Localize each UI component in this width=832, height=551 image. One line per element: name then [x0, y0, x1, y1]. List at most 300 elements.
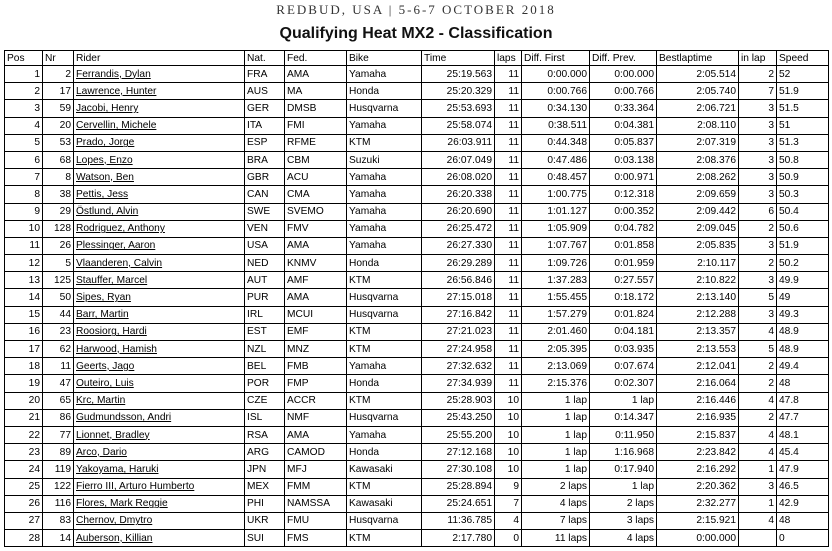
cell-laps: 11 [495, 186, 522, 203]
cell-diff-first: 11 laps [522, 530, 590, 547]
rider-link[interactable]: Pettis, Jess [76, 188, 129, 200]
rider-link[interactable]: Fierro III, Arturo Humberto [76, 481, 195, 493]
cell-pos: 15 [5, 306, 43, 323]
cell-laps: 9 [495, 478, 522, 495]
cell-diff-prev: 0:00.971 [590, 169, 657, 186]
cell-diff-prev: 0:00.000 [590, 66, 657, 83]
rider-link[interactable]: Harwood, Hamish [76, 343, 157, 355]
cell-speed: 49.3 [777, 306, 829, 323]
cell-bestlaptime: 2:08.376 [657, 151, 739, 168]
cell-rider [74, 495, 245, 512]
rider-link[interactable]: Watson, Ben [76, 171, 134, 183]
cell-speed: 51.9 [777, 237, 829, 254]
cell-diff-prev: 1 lap [590, 392, 657, 409]
cell-time: 2:17.780 [422, 530, 495, 547]
cell-rider [74, 306, 245, 323]
cell-bestlaptime: 0:00.000 [657, 530, 739, 547]
table-row [5, 66, 829, 83]
cell-laps: 11 [495, 100, 522, 117]
cell-diff-first: 0:48.457 [522, 169, 590, 186]
cell-fed: SVEMO [285, 203, 347, 220]
cell-speed: 50.3 [777, 186, 829, 203]
rider-link[interactable]: Lionnet, Bradley [76, 429, 150, 441]
rider-link[interactable]: Yakoyama, Haruki [76, 463, 159, 475]
cell-fed: FMI [285, 117, 347, 134]
cell-fed: AMA [285, 426, 347, 443]
cell-nr: 50 [43, 289, 74, 306]
cell-time: 27:16.842 [422, 306, 495, 323]
cell-time: 11:36.785 [422, 512, 495, 529]
table-body [5, 66, 829, 547]
cell-bestlaptime: 2:07.319 [657, 134, 739, 151]
cell-in-lap: 3 [739, 237, 777, 254]
cell-rider [74, 341, 245, 358]
cell-time: 26:27.330 [422, 237, 495, 254]
cell-time: 27:30.108 [422, 461, 495, 478]
cell-nr: 122 [43, 478, 74, 495]
results-table [4, 50, 829, 547]
cell-nr: 38 [43, 186, 74, 203]
cell-laps: 11 [495, 117, 522, 134]
table-row [5, 495, 829, 512]
cell-diff-prev: 0:00.766 [590, 83, 657, 100]
cell-diff-prev: 0:02.307 [590, 375, 657, 392]
cell-rider [74, 255, 245, 272]
cell-rider [74, 426, 245, 443]
cell-bike: Husqvarna [347, 100, 422, 117]
cell-laps: 11 [495, 203, 522, 220]
cell-bike: Yamaha [347, 66, 422, 83]
cell-diff-prev: 0:03.935 [590, 341, 657, 358]
cell-time: 25:55.200 [422, 426, 495, 443]
cell-in-lap: 1 [739, 495, 777, 512]
cell-pos: 25 [5, 478, 43, 495]
table-row [5, 358, 829, 375]
cell-diff-first: 1:09.726 [522, 255, 590, 272]
cell-rider [74, 83, 245, 100]
table-row [5, 203, 829, 220]
cell-rider [74, 203, 245, 220]
cell-diff-first: 1:57.279 [522, 306, 590, 323]
cell-nat: EST [245, 323, 285, 340]
cell-in-lap: 3 [739, 100, 777, 117]
cell-nr: 59 [43, 100, 74, 117]
cell-bestlaptime: 2:16.292 [657, 461, 739, 478]
cell-rider [74, 117, 245, 134]
cell-diff-first: 0:34.130 [522, 100, 590, 117]
cell-bestlaptime: 2:16.935 [657, 409, 739, 426]
cell-laps: 11 [495, 358, 522, 375]
cell-bike: Husqvarna [347, 306, 422, 323]
cell-bike: Husqvarna [347, 512, 422, 529]
cell-in-lap: 5 [739, 341, 777, 358]
table-row [5, 444, 829, 461]
cell-bestlaptime: 2:13.140 [657, 289, 739, 306]
cell-bestlaptime: 2:08.262 [657, 169, 739, 186]
cell-diff-prev: 0:01.824 [590, 306, 657, 323]
cell-fed: AMF [285, 272, 347, 289]
cell-nr: 128 [43, 220, 74, 237]
cell-bike: Yamaha [347, 358, 422, 375]
rider-link[interactable]: Cervellin, Michele [76, 120, 157, 132]
cell-pos: 3 [5, 100, 43, 117]
cell-speed: 49.9 [777, 272, 829, 289]
rider-link[interactable]: Östlund, Alvin [76, 206, 139, 218]
cell-speed: 46.5 [777, 478, 829, 495]
cell-speed: 51.3 [777, 134, 829, 151]
cell-pos: 17 [5, 341, 43, 358]
rider-link[interactable]: Auberson, Killian [76, 532, 153, 544]
cell-bestlaptime: 2:13.357 [657, 323, 739, 340]
rider-link[interactable]: Prado, Jorge [76, 137, 135, 149]
cell-nr: 5 [43, 255, 74, 272]
cell-nat: BEL [245, 358, 285, 375]
cell-nr: 125 [43, 272, 74, 289]
cell-rider [74, 478, 245, 495]
cell-rider [74, 461, 245, 478]
cell-bike: KTM [347, 392, 422, 409]
cell-fed: EMF [285, 323, 347, 340]
table-row [5, 100, 829, 117]
column-header-nr: Nr [43, 51, 74, 66]
cell-in-lap: 2 [739, 220, 777, 237]
cell-nr: 62 [43, 341, 74, 358]
column-header-nat: Nat. [245, 51, 285, 66]
cell-bestlaptime: 2:09.045 [657, 220, 739, 237]
table-row [5, 512, 829, 529]
cell-time: 25:28.894 [422, 478, 495, 495]
cell-in-lap: 3 [739, 134, 777, 151]
cell-laps: 11 [495, 220, 522, 237]
cell-diff-first: 2:15.376 [522, 375, 590, 392]
rider-link[interactable]: Krc, Martin [76, 395, 126, 407]
cell-speed: 50.8 [777, 151, 829, 168]
cell-speed: 50.2 [777, 255, 829, 272]
cell-in-lap: 2 [739, 66, 777, 83]
table-row [5, 341, 829, 358]
cell-nat: ARG [245, 444, 285, 461]
cell-in-lap: 2 [739, 375, 777, 392]
cell-diff-first: 7 laps [522, 512, 590, 529]
cell-diff-prev: 0:07.674 [590, 358, 657, 375]
rider-link[interactable]: Lopes, Enzo [76, 154, 133, 166]
cell-time: 27:15.018 [422, 289, 495, 306]
cell-bike: Honda [347, 255, 422, 272]
cell-laps: 7 [495, 495, 522, 512]
cell-bike: Yamaha [347, 220, 422, 237]
cell-bike: KTM [347, 478, 422, 495]
cell-rider [74, 186, 245, 203]
table-row [5, 306, 829, 323]
cell-time: 26:29.289 [422, 255, 495, 272]
cell-nr: 11 [43, 358, 74, 375]
cell-bestlaptime: 2:10.822 [657, 272, 739, 289]
cell-diff-prev: 0:05.837 [590, 134, 657, 151]
table-row [5, 83, 829, 100]
cell-diff-prev: 3 laps [590, 512, 657, 529]
cell-diff-prev: 0:18.172 [590, 289, 657, 306]
cell-laps: 10 [495, 444, 522, 461]
cell-laps: 11 [495, 134, 522, 151]
cell-pos: 26 [5, 495, 43, 512]
cell-fed: NMF [285, 409, 347, 426]
table-row [5, 289, 829, 306]
cell-nr: 83 [43, 512, 74, 529]
rider-link[interactable]: Geerts, Jago [76, 360, 135, 372]
cell-pos: 5 [5, 134, 43, 151]
cell-diff-first: 4 laps [522, 495, 590, 512]
cell-nr: 26 [43, 237, 74, 254]
cell-fed: CBM [285, 151, 347, 168]
cell-diff-first: 1:07.767 [522, 237, 590, 254]
cell-in-lap [739, 530, 777, 547]
cell-diff-first: 0:00.000 [522, 66, 590, 83]
cell-fed: RFME [285, 134, 347, 151]
cell-nat: PHI [245, 495, 285, 512]
cell-diff-prev: 0:00.352 [590, 203, 657, 220]
cell-time: 26:20.338 [422, 186, 495, 203]
cell-in-lap: 4 [739, 512, 777, 529]
cell-diff-prev: 0:33.364 [590, 100, 657, 117]
cell-pos: 4 [5, 117, 43, 134]
cell-nr: 77 [43, 426, 74, 443]
cell-pos: 24 [5, 461, 43, 478]
cell-nr: 8 [43, 169, 74, 186]
cell-rider [74, 409, 245, 426]
cell-time: 25:28.903 [422, 392, 495, 409]
cell-laps: 11 [495, 255, 522, 272]
cell-rider [74, 512, 245, 529]
cell-pos: 28 [5, 530, 43, 547]
cell-speed: 49.4 [777, 358, 829, 375]
cell-rider [74, 323, 245, 340]
cell-nat: UKR [245, 512, 285, 529]
cell-nr: 29 [43, 203, 74, 220]
cell-pos: 1 [5, 66, 43, 83]
cell-diff-prev: 0:17.940 [590, 461, 657, 478]
rider-link[interactable]: Lawrence, Hunter [76, 85, 157, 97]
cell-fed: AMA [285, 237, 347, 254]
cell-nat: SUI [245, 530, 285, 547]
cell-fed: FMV [285, 220, 347, 237]
cell-diff-first: 1:55.455 [522, 289, 590, 306]
cell-diff-first: 1:05.909 [522, 220, 590, 237]
cell-diff-first: 2:05.395 [522, 341, 590, 358]
cell-speed: 45.4 [777, 444, 829, 461]
rider-link[interactable]: Rodriguez, Anthony [76, 223, 165, 235]
cell-time: 25:43.250 [422, 409, 495, 426]
table-row [5, 392, 829, 409]
cell-pos: 12 [5, 255, 43, 272]
cell-laps: 11 [495, 237, 522, 254]
cell-in-lap: 6 [739, 203, 777, 220]
cell-bike: Honda [347, 444, 422, 461]
cell-diff-first: 0:38.511 [522, 117, 590, 134]
cell-laps: 10 [495, 392, 522, 409]
cell-laps: 11 [495, 323, 522, 340]
cell-bestlaptime: 2:05.835 [657, 237, 739, 254]
cell-time: 26:56.846 [422, 272, 495, 289]
table-row [5, 530, 829, 547]
cell-speed: 49 [777, 289, 829, 306]
cell-bestlaptime: 2:13.553 [657, 341, 739, 358]
cell-speed: 47.9 [777, 461, 829, 478]
cell-speed: 51 [777, 117, 829, 134]
rider-link[interactable]: Stauffer, Marcel [76, 274, 148, 286]
cell-speed: 50.9 [777, 169, 829, 186]
cell-in-lap: 4 [739, 323, 777, 340]
cell-in-lap: 4 [739, 444, 777, 461]
table-header-row [5, 51, 829, 66]
cell-speed: 47.7 [777, 409, 829, 426]
cell-diff-first: 2:13.069 [522, 358, 590, 375]
column-header-in-lap: in lap [739, 51, 777, 66]
cell-bestlaptime: 2:16.064 [657, 375, 739, 392]
cell-rider [74, 100, 245, 117]
cell-bestlaptime: 2:09.659 [657, 186, 739, 203]
cell-nr: 47 [43, 375, 74, 392]
cell-rider [74, 169, 245, 186]
cell-fed: ACU [285, 169, 347, 186]
cell-nr: 68 [43, 151, 74, 168]
cell-laps: 4 [495, 512, 522, 529]
rider-link[interactable]: Roosiorg, Hardi [76, 326, 147, 338]
cell-bestlaptime: 2:05.514 [657, 66, 739, 83]
cell-pos: 13 [5, 272, 43, 289]
cell-fed: MCUI [285, 306, 347, 323]
cell-diff-first: 0:00.766 [522, 83, 590, 100]
table-row [5, 220, 829, 237]
cell-time: 25:58.074 [422, 117, 495, 134]
cell-nat: NZL [245, 341, 285, 358]
cell-diff-prev: 0:12.318 [590, 186, 657, 203]
cell-nr: 119 [43, 461, 74, 478]
cell-nr: 116 [43, 495, 74, 512]
cell-speed: 50.6 [777, 220, 829, 237]
cell-pos: 19 [5, 375, 43, 392]
cell-bike: Honda [347, 83, 422, 100]
cell-laps: 11 [495, 272, 522, 289]
cell-nat: MEX [245, 478, 285, 495]
table-row [5, 255, 829, 272]
cell-bestlaptime: 2:23.842 [657, 444, 739, 461]
cell-nat: PUR [245, 289, 285, 306]
table-row [5, 169, 829, 186]
cell-fed: AMA [285, 66, 347, 83]
rider-link[interactable]: Arco, Dario [76, 446, 127, 458]
cell-nat: ISL [245, 409, 285, 426]
cell-nat: IRL [245, 306, 285, 323]
cell-time: 26:03.911 [422, 134, 495, 151]
table-row [5, 134, 829, 151]
cell-nat: GER [245, 100, 285, 117]
column-header-speed: Speed [777, 51, 829, 66]
cell-diff-prev: 0:11.950 [590, 426, 657, 443]
cell-pos: 23 [5, 444, 43, 461]
cell-pos: 8 [5, 186, 43, 203]
cell-time: 26:07.049 [422, 151, 495, 168]
cell-time: 27:24.958 [422, 341, 495, 358]
table-row [5, 186, 829, 203]
cell-bike: Kawasaki [347, 495, 422, 512]
cell-laps: 10 [495, 426, 522, 443]
cell-bike: KTM [347, 134, 422, 151]
rider-link[interactable]: Barr, Martin [76, 309, 129, 321]
rider-link[interactable]: Plessinger, Aaron [76, 240, 156, 252]
cell-bike: KTM [347, 530, 422, 547]
rider-link[interactable]: Ferrandis, Dylan [76, 68, 151, 80]
cell-fed: MFJ [285, 461, 347, 478]
rider-link[interactable]: Flores, Mark Reggie [76, 498, 168, 510]
rider-link[interactable]: Outeiro, Luis [76, 377, 134, 389]
table-row [5, 323, 829, 340]
cell-nr: 44 [43, 306, 74, 323]
rider-link[interactable]: Sipes, Ryan [76, 292, 131, 304]
cell-bike: Honda [347, 375, 422, 392]
cell-bike: Yamaha [347, 237, 422, 254]
cell-bike: KTM [347, 272, 422, 289]
cell-bike: Yamaha [347, 203, 422, 220]
cell-pos: 21 [5, 409, 43, 426]
cell-laps: 11 [495, 151, 522, 168]
column-header-pos: Pos [5, 51, 43, 66]
cell-fed: FMB [285, 358, 347, 375]
cell-diff-first: 1 lap [522, 392, 590, 409]
column-header-diff-prev: Diff. Prev. [590, 51, 657, 66]
cell-fed: FMM [285, 478, 347, 495]
cell-nr: 65 [43, 392, 74, 409]
cell-laps: 0 [495, 530, 522, 547]
rider-link[interactable]: Gudmundsson, Andri [76, 412, 172, 424]
cell-nat: CAN [245, 186, 285, 203]
cell-fed: KNMV [285, 255, 347, 272]
cell-pos: 6 [5, 151, 43, 168]
cell-speed: 47.8 [777, 392, 829, 409]
cell-nat: CZE [245, 392, 285, 409]
event-header: REDBUD, USA | 5-6-7 OCTOBER 2018 [276, 2, 556, 17]
cell-pos: 14 [5, 289, 43, 306]
cell-diff-first: 1 lap [522, 426, 590, 443]
cell-in-lap: 2 [739, 358, 777, 375]
cell-in-lap: 5 [739, 289, 777, 306]
cell-nat: USA [245, 237, 285, 254]
cell-fed: DMSB [285, 100, 347, 117]
rider-link[interactable]: Chernov, Dmytro [76, 515, 153, 527]
table-row [5, 461, 829, 478]
cell-fed: FMS [285, 530, 347, 547]
cell-nat: AUS [245, 83, 285, 100]
cell-laps: 11 [495, 375, 522, 392]
cell-diff-prev: 1 lap [590, 478, 657, 495]
cell-nr: 89 [43, 444, 74, 461]
cell-in-lap: 3 [739, 306, 777, 323]
cell-nat: ESP [245, 134, 285, 151]
cell-pos: 20 [5, 392, 43, 409]
cell-time: 25:24.651 [422, 495, 495, 512]
rider-link[interactable]: Vlaanderen, Calvin [76, 257, 163, 269]
cell-time: 27:21.023 [422, 323, 495, 340]
cell-nr: 2 [43, 66, 74, 83]
column-header-rider: Rider [74, 51, 245, 66]
cell-rider [74, 134, 245, 151]
cell-rider [74, 272, 245, 289]
rider-link[interactable]: Jacobi, Henry [76, 102, 139, 114]
cell-nat: VEN [245, 220, 285, 237]
cell-bike: Husqvarna [347, 409, 422, 426]
cell-bestlaptime: 2:06.721 [657, 100, 739, 117]
table-row [5, 117, 829, 134]
cell-diff-prev: 0:14.347 [590, 409, 657, 426]
